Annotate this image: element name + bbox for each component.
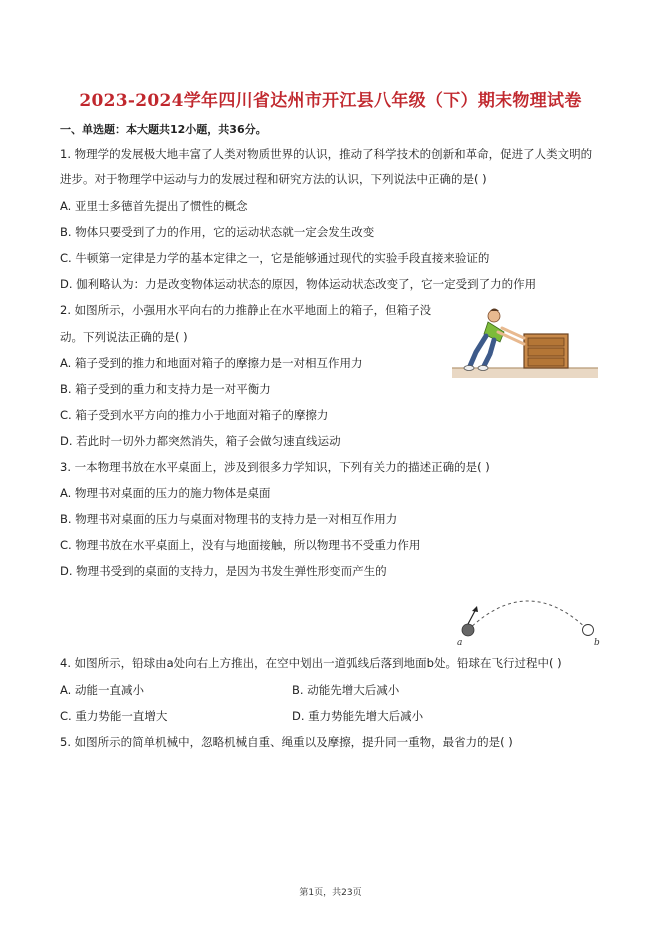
section-heading: 一、单选题：本大题共12小题，共36分。 xyxy=(60,123,267,136)
question-1-option-b: B. 物体只要受到了力的作用，它的运动状态就一定会发生改变 xyxy=(60,225,375,239)
question-1-option-a: A. 亚里士多德首先提出了惯性的概念 xyxy=(60,199,248,213)
question-4-option-b: B. 动能先增大后减小 xyxy=(292,683,400,697)
question-3-option-d: D. 物理书受到的桌面的支持力，是因为书发生弹性形变而产生的 xyxy=(60,564,387,578)
launch-arrow-icon xyxy=(472,606,478,612)
page-title: 2023-2024学年四川省达州市开江县八年级（下）期末物理试卷 xyxy=(79,91,582,111)
question-3-option-b: B. 物理书对桌面的压力与桌面对物理书的支持力是一对相互作用力 xyxy=(60,512,398,526)
question-1-option-d: D. 伽利略认为：力是改变物体运动状态的原因，物体运动状态改变了，它一定受到了力的作用 xyxy=(60,277,537,291)
shot-at-a xyxy=(462,624,474,636)
question-2-option-d: D. 若此时一切外力都突然消失，箱子会做匀速直线运动 xyxy=(60,434,341,448)
question-4-option-a: A. 动能一直减小 xyxy=(60,683,144,697)
page-footer: 第1页，共23页 xyxy=(299,888,362,898)
question-4-option-c: C. 重力势能一直增大 xyxy=(60,709,168,723)
ground xyxy=(452,368,598,378)
question-2-stem-line2: 动。下列说法正确的是( ) xyxy=(60,330,188,344)
question-4-option-d: D. 重力势能先增大后减小 xyxy=(292,709,424,723)
person-pushing-box-figure xyxy=(450,292,600,382)
question-3-option-c: C. 物理书放在水平桌面上，没有与地面接触，所以物理书不受重力作用 xyxy=(60,538,421,552)
person-head xyxy=(488,310,500,322)
question-1-stem-line2: 进步。对于物理学中运动与力的发展过程和研究方法的认识，下列说法中正确的是( ) xyxy=(60,172,487,186)
question-2-option-a: A. 箱子受到的推力和地面对箱子的摩擦力是一对相互作用力 xyxy=(60,356,363,370)
shot-at-b xyxy=(583,625,594,636)
question-2-option-c: C. 箱子受到水平方向的推力小于地面对箱子的摩擦力 xyxy=(60,408,329,422)
question-2-stem-line1: 2. 如图所示，小强用水平向右的力推静止在水平地面上的箱子，但箱子没 xyxy=(60,303,432,317)
question-3-option-a: A. 物理书对桌面的压力的施力物体是桌面 xyxy=(60,486,271,500)
label-b: b xyxy=(594,638,600,648)
question-2-option-b: B. 箱子受到的重力和支持力是一对平衡力 xyxy=(60,382,271,396)
shot-put-trajectory-figure xyxy=(448,582,608,648)
question-1-stem-line1: 1. 物理学的发展极大地丰富了人类对物质世界的认识，推动了科学技术的创新和革命，促进了人类文明的 xyxy=(60,147,593,161)
question-1-option-c: C. 牛顿第一定律是力学的基本定律之一，它是能够通过现代的实验手段直接来验证的 xyxy=(60,251,490,265)
question-3-stem: 3. 一本物理书放在水平桌面上，涉及到很多力学知识，下列有关力的描述正确的是( ) xyxy=(60,460,490,474)
question-4-stem: 4. 如图所示，铅球由a处向右上方推出，在空中划出一道弧线后落到地面b处。铅球在飞行过程中( ) xyxy=(60,656,562,670)
label-a: a xyxy=(457,638,463,648)
question-5-stem: 5. 如图所示的简单机械中，忽略机械自重、绳重以及摩擦，提升同一重物，最省力的是( ) xyxy=(60,735,513,749)
trajectory-arc xyxy=(468,601,588,630)
